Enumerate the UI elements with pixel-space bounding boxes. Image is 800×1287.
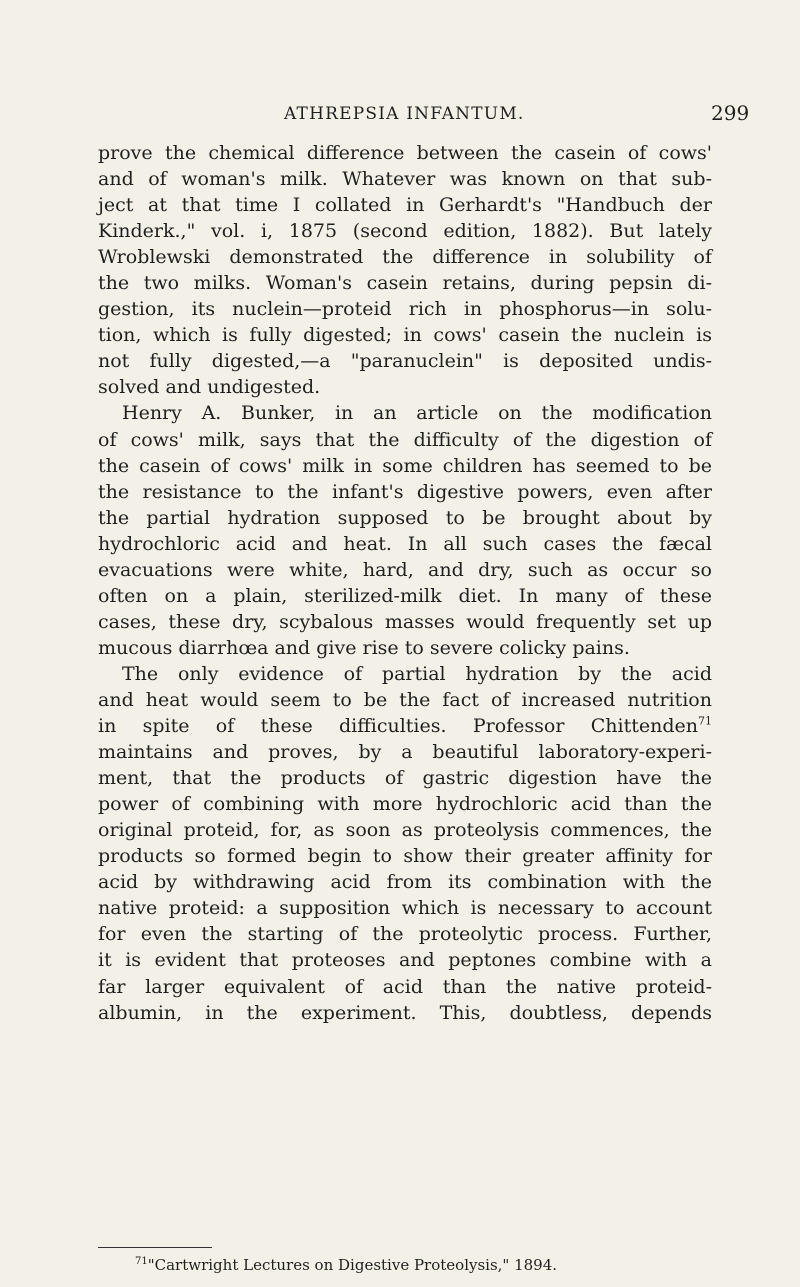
text-line: power of combining with more hydrochloric acid than the bbox=[98, 793, 712, 816]
text-line: the resistance to the infant's digestive powers, even after bbox=[98, 480, 712, 503]
text-line: it is evident that proteoses and peptones combine with a bbox=[98, 949, 712, 972]
text-line: the partial hydration supposed to be brought about by bbox=[98, 506, 712, 529]
text-line: prove the chemical difference between the casein of cows' bbox=[98, 142, 712, 164]
text-line: evacuations were white, hard, and dry, such as occur so bbox=[98, 558, 712, 581]
page-number: 299 bbox=[711, 101, 750, 125]
text-line: the two milks. Woman's casein retains, during pepsin di- bbox=[98, 272, 712, 295]
running-title: ATHREPSIA INFANTUM. bbox=[284, 104, 525, 124]
text-line: for even the starting of the proteolytic process. Further, bbox=[98, 923, 712, 946]
text-line: acid by withdrawing acid from its combination with the bbox=[98, 871, 712, 894]
text-line: Kinderk.," vol. i, 1875 (second edition, 1882). But lately bbox=[98, 220, 712, 243]
body-text bbox=[98, 140, 712, 1026]
text-line: albumin, in the experiment. This, doubtless, depends bbox=[98, 1001, 712, 1024]
text-line: far larger equivalent of acid than the native proteid- bbox=[98, 975, 712, 998]
text-line: mucous diarrhœa and give rise to severe colicky pains. bbox=[98, 636, 630, 659]
text-line: the casein of cows' milk in some children has seemed to be bbox=[98, 454, 712, 477]
text-line: not fully digested,—a "paranuclein" is deposited undis- bbox=[98, 350, 712, 373]
text-line: ject at that time I collated in Gerhardt's "Handbuch der bbox=[98, 194, 712, 217]
text-line: native proteid: a supposition which is necessary to account bbox=[98, 897, 712, 920]
text-line: and heat would seem to be the fact of increased nutrition bbox=[98, 688, 712, 711]
text-line: cases, these dry, scybalous masses would frequently set up bbox=[98, 610, 712, 633]
text-line-content: in spite of these difficulties. Professor Chittenden bbox=[98, 715, 698, 738]
text-line: hydrochloric acid and heat. In all such cases the fæcal bbox=[98, 532, 712, 555]
text-line-with-reference bbox=[98, 713, 712, 739]
text-line: of cows' milk, says that the difficulty of the digestion of bbox=[98, 428, 712, 451]
text-line: solved and undigested. bbox=[98, 376, 321, 399]
footnote-marker: 71 bbox=[135, 1256, 148, 1267]
text-line: often on a plain, sterilized-milk diet. In many of these bbox=[98, 584, 712, 607]
text-line: Henry A. Bunker, in an article on the modification bbox=[122, 402, 712, 425]
text-line: gestion, its nuclein—proteid rich in phosphorus—in solu- bbox=[98, 298, 712, 321]
text-line: original proteid, for, as soon as proteolysis commences, the bbox=[98, 819, 712, 842]
footnote-reference: 71 bbox=[698, 714, 712, 728]
text-line: products so formed begin to show their greater affinity for bbox=[98, 845, 712, 868]
text-line: ment, that the products of gastric digestion have the bbox=[98, 767, 712, 790]
text-line: tion, which is fully digested; in cows' casein the nuclein is bbox=[98, 324, 712, 347]
text-line: maintains and proves, by a beautiful laboratory-experi- bbox=[98, 741, 712, 764]
footnote bbox=[135, 1256, 557, 1274]
text-line: Wroblewski demonstrated the difference in solubility of bbox=[98, 246, 712, 269]
text-line: The only evidence of partial hydration by the acid bbox=[122, 662, 712, 685]
footnote-divider bbox=[98, 1247, 212, 1248]
text-line: and of woman's milk. Whatever was known on that sub- bbox=[98, 168, 712, 191]
footnote-text: "Cartwright Lectures on Digestive Proteolysis," 1894. bbox=[147, 1256, 558, 1274]
